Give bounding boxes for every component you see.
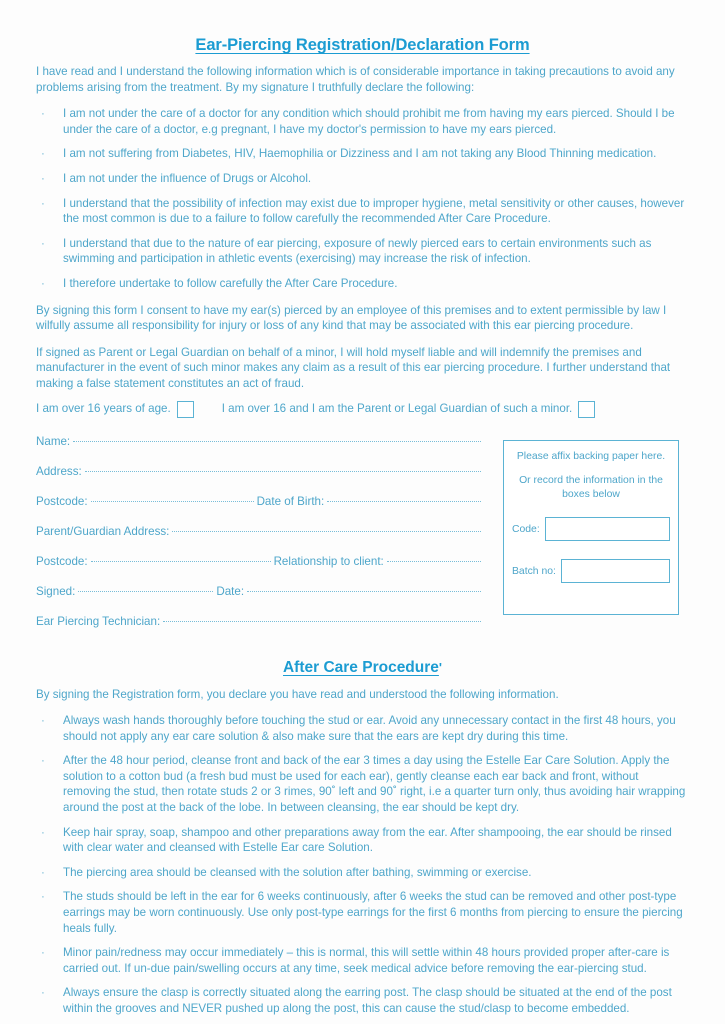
- bullet-icon: ·: [41, 147, 45, 161]
- field-row-technician: [36, 614, 484, 629]
- list-item: [36, 171, 689, 187]
- postcode-input[interactable]: [91, 500, 254, 502]
- list-item: [36, 106, 689, 137]
- technician-input[interactable]: [163, 620, 481, 622]
- field-row-signed-date: [36, 584, 484, 599]
- list-item: [36, 945, 689, 976]
- bullet-icon: ·: [41, 986, 45, 1000]
- list-item-text: Always ensure the clasp is correctly situated along the earring post. The clasp should be situated at the end of the post within the grooves and NEVER pushed up along the post, this can cause the stud/clasp to become embedded.: [63, 986, 672, 1015]
- batch-no-input[interactable]: [561, 559, 670, 583]
- backing-paper-box: [503, 440, 679, 615]
- relationship-label: Relationship to client:: [273, 554, 384, 568]
- list-item-text: I understand that the possibility of infection may exist due to improper hygiene, metal sensitivity or other causes, however the most common is due to a failure to follow carefully the recommended After Care Procedure.: [63, 196, 685, 226]
- registration-form-area: [36, 434, 689, 629]
- list-item-text: I understand that due to the nature of ear piercing, exposure of newly pierced ears to certain environments such as swimming and participation in athletic events (exercising) may increase the risk of infection.: [63, 236, 652, 266]
- bullet-icon: ·: [41, 865, 45, 879]
- list-item: [36, 889, 689, 936]
- signed-label: Signed:: [36, 584, 76, 598]
- date-input[interactable]: [247, 590, 481, 592]
- list-item: [36, 865, 689, 881]
- guardian-checkbox[interactable]: [578, 401, 595, 418]
- after-care-intro: By signing the Registration form, you declare you have read and understood the following information.: [36, 687, 559, 701]
- bullet-icon: ·: [41, 236, 45, 250]
- list-item-text: I am not under the influence of Drugs or Alcohol.: [63, 171, 312, 185]
- code-input[interactable]: [545, 517, 670, 541]
- bullet-icon: ·: [41, 754, 45, 768]
- bullet-icon: ·: [41, 276, 45, 290]
- address-input[interactable]: [85, 470, 481, 472]
- list-item-text: Minor pain/redness may occur immediately – this is normal, this will settle within 48 hours provided proper after-care is carried out. If un-due pain/swelling occurs at any time, seek medical advice before removing the ear-piercing stud.: [63, 946, 670, 975]
- parent-guardian-address-label: Parent/Guardian Address:: [36, 524, 170, 538]
- date-label: Date:: [216, 584, 245, 598]
- backing-instruction-primary: Please affix backing paper here.: [516, 450, 666, 462]
- after-care-section: [36, 629, 689, 1017]
- code-label: Code:: [512, 523, 540, 535]
- list-item: [36, 276, 689, 292]
- consent-paragraph: By signing this form I consent to have my ear(s) pierced by an employee of this premises and to extent permissible by law I wilfully assume all responsibility for injury or loss of any kind that may be associated with this ear piercing procedure.: [36, 303, 667, 333]
- list-item: [36, 825, 689, 856]
- name-input[interactable]: [73, 440, 481, 442]
- batch-no-label: Batch no:: [512, 565, 556, 577]
- list-item-text: The piercing area should be cleansed with the solution after bathing, swimming or exercise.: [63, 865, 532, 879]
- postcode2-label: Postcode:: [36, 554, 88, 568]
- batch-field-row: [512, 559, 670, 583]
- field-row-postcode-dob: [36, 494, 484, 509]
- guardian-liability-paragraph: If signed as Parent or Legal Guardian on behalf of a minor, I will hold myself liable and will indemnify the premises and manufacturer in the event of such minor makes any claim as a result of this ear piercing procedure. I further understand that making a false statement constitutes an act of fraud.: [36, 345, 671, 390]
- bullet-icon: ·: [41, 714, 45, 728]
- bullet-icon: ·: [41, 890, 45, 904]
- list-item: [36, 146, 689, 162]
- bullet-icon: ·: [41, 196, 45, 210]
- intro-paragraph: I have read and I understand the following information which is of considerable importance in taking precautions to avoid any problems arising from the treatment. By my signature I truthfully declare the following:: [36, 65, 675, 94]
- guardian-label: I am over 16 and I am the Parent or Legal Guardian of such a minor.: [221, 402, 573, 416]
- code-field-row: [512, 517, 670, 541]
- list-item: [36, 713, 689, 744]
- declaration-list: [36, 106, 689, 291]
- relationship-input[interactable]: [387, 560, 481, 562]
- field-row-postcode-relationship: [36, 554, 484, 569]
- after-care-title-mark: ': [438, 659, 442, 675]
- technician-label: Ear Piercing Technician:: [36, 614, 161, 628]
- address-label: Address:: [36, 464, 82, 478]
- list-item: [36, 196, 689, 227]
- list-item: [36, 753, 689, 815]
- field-row-address: [36, 464, 484, 479]
- list-item: [36, 985, 689, 1016]
- after-care-title: [36, 659, 689, 687]
- list-item-text: Always wash hands thoroughly before touching the stud or ear. Avoid any unnecessary contact in the first 48 hours, you should not apply any ear care solution & also make sure that the ears are kept dry during this time.: [63, 714, 676, 743]
- bullet-icon: ·: [41, 171, 45, 185]
- bullet-icon: ·: [41, 946, 45, 960]
- postcode-label: Postcode:: [36, 494, 88, 508]
- date-of-birth-input[interactable]: [327, 500, 481, 502]
- list-item-text: The studs should be left in the ear for 6 weeks continuously, after 6 weeks the stud can be removed and other post-type earrings may be worn continuously. Use only post-type earrings for the first 6 months from piercing to ensure the piercing heals fully.: [63, 890, 683, 935]
- bullet-icon: ·: [41, 107, 45, 121]
- page-title: Ear-Piercing Registration/Declaration Form: [195, 36, 530, 54]
- parent-guardian-address-input[interactable]: [172, 530, 481, 532]
- over16-checkbox[interactable]: [177, 401, 194, 418]
- list-item: [36, 236, 689, 267]
- age-declaration-row: [36, 401, 689, 418]
- backing-instruction-secondary: Or record the information in the boxes below: [519, 475, 663, 500]
- after-care-list: [36, 713, 689, 1017]
- signature-input[interactable]: [78, 590, 213, 592]
- list-item-text: Keep hair spray, soap, shampoo and other preparations away from the ear. After shampooing, the ear should be rinsed with clear water and cleansed with Estelle Ear care Solution.: [63, 825, 672, 855]
- field-row-parent-address: [36, 524, 484, 539]
- form-field-column: [36, 434, 484, 629]
- name-label: Name:: [36, 434, 71, 448]
- over16-label: I am over 16 years of age.: [36, 402, 171, 416]
- list-item-text: I am not suffering from Diabetes, HIV, Haemophilia or Dizziness and I am not taking any Blood Thinning medication.: [63, 147, 657, 161]
- date-of-birth-label: Date of Birth:: [256, 494, 325, 508]
- list-item-text: I am not under the care of a doctor for any condition which should prohibit me from having my ears pierced. Should I be under the care of a doctor, e.g pregnant, I have my doctor's permission to have my ears pierced.: [63, 107, 675, 136]
- list-item-text: I therefore undertake to follow carefully the After Care Procedure.: [63, 276, 398, 290]
- list-item-text: After the 48 hour period, cleanse front and back of the ear 3 times a day using the Estelle Ear Care Solution. Apply the solution to a cotton bud (a fresh bud must be used for each ear), gently cleanse each ear back and front, without removing the stud, then rotate studs 2 or 3 rimes, 90˚ left and 90˚ right, i.e a quarter turn only, thus avoiding hair wrapping around the post at the back of the lobe. In between cleansing, the ear should be kept dry.: [63, 754, 686, 815]
- field-row-name: [36, 434, 484, 449]
- postcode2-input[interactable]: [91, 560, 271, 562]
- after-care-title-text: After Care Procedure: [282, 658, 439, 676]
- bullet-icon: ·: [41, 825, 45, 839]
